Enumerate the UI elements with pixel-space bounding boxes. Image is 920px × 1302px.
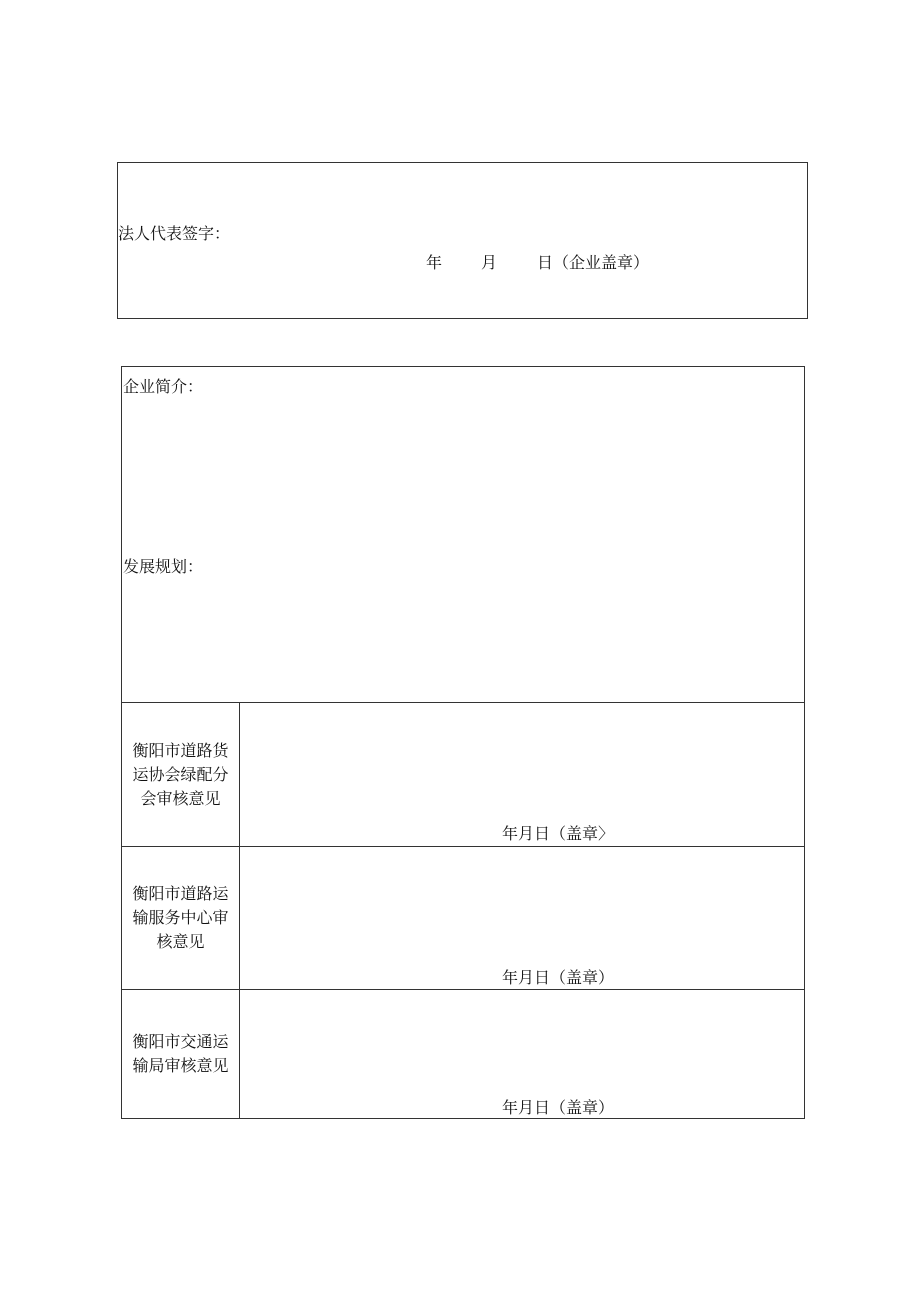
date-day-stamp-label: 日（企业盖章）	[537, 253, 650, 272]
company-info-table	[121, 366, 805, 1119]
review-row-label: 衡阳市交通运输局审核意见	[132, 1032, 229, 1075]
development-plan-label: 发展规划：	[123, 557, 204, 576]
review-row-transport-service-center	[122, 846, 804, 989]
signature-box	[117, 162, 808, 319]
date-year-label: 年	[426, 253, 443, 272]
review-row-stamp: 年月日（盖章〉	[502, 824, 615, 843]
review-row-stamp: 年月日（盖章）	[502, 1098, 615, 1117]
review-row-association	[122, 702, 804, 846]
date-month-label: 月	[481, 253, 498, 272]
legal-rep-signature-label: 法人代表签字：	[118, 224, 231, 243]
review-row-label-cell	[122, 847, 240, 989]
review-row-stamp: 年月日（盖章）	[502, 968, 615, 987]
review-row-transport-bureau	[122, 989, 804, 1118]
review-row-label-cell	[122, 990, 240, 1118]
review-row-label: 衡阳市道路货运协会绿配分会审核意见	[132, 740, 229, 808]
company-intro-label: 企业简介：	[123, 377, 204, 396]
review-row-label: 衡阳市道路运输服务中心审核意见	[132, 884, 229, 951]
review-row-label-cell	[122, 703, 240, 846]
